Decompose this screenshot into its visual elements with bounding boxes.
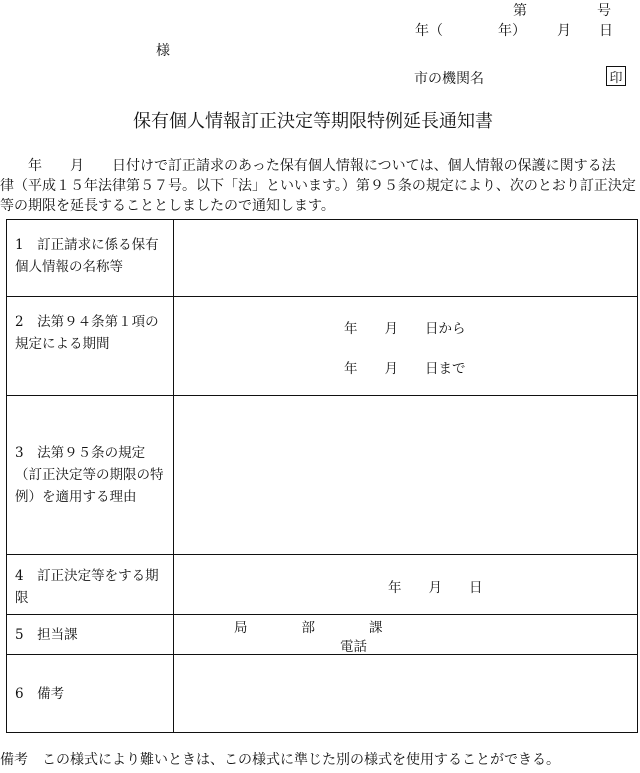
info-name-field[interactable] [174, 220, 638, 297]
date-year-label: 年（ [415, 23, 443, 39]
period-to: 年 月 日まで [344, 361, 466, 377]
period-from: 年 月 日から [344, 321, 466, 337]
remarks-field[interactable] [174, 655, 638, 733]
period-field[interactable] [174, 297, 638, 396]
row-label-cell [7, 555, 174, 615]
row-label: 3 法第９５条の規定（訂正決定等の期限の特例）を適用する理由 [15, 445, 164, 505]
row-label: 6 備考 [15, 686, 65, 702]
number-go-label: 号 [597, 3, 611, 19]
document-title: 保有個人情報訂正決定等期限特例延長通知書 [133, 111, 493, 132]
table-row [7, 655, 638, 733]
seal-mark: 印 [606, 66, 626, 86]
body-line-1: 年 月 日付けで訂正請求のあった保有個人情報については、個人情報の保護に関する法 [0, 158, 616, 174]
addressee-suffix: 様 [156, 43, 170, 59]
row-label: 5 担当課 [15, 627, 78, 643]
row-label: 2 法第９４条第１項の規定による期間 [15, 314, 159, 352]
row-label-cell [7, 220, 174, 297]
body-line-3: 等の期限を延長することとしましたので通知します。 [0, 198, 335, 214]
table-row [7, 396, 638, 555]
department-units: 局 部 課 [234, 620, 383, 636]
deadline-field[interactable] [174, 555, 638, 615]
body-paragraph [0, 156, 640, 216]
number-dai-label: 第 [513, 3, 527, 19]
row-label-cell [7, 615, 174, 655]
date-day-label: 日 [599, 23, 613, 39]
deadline-date: 年 月 日 [388, 580, 483, 596]
date-month-label: 月 [557, 23, 571, 39]
row-label-cell [7, 655, 174, 733]
table-row [7, 297, 638, 396]
row-label-cell [7, 297, 174, 396]
phone-label: 電話 [340, 639, 367, 655]
date-era-close-label: 年） [498, 23, 526, 39]
table-row [7, 555, 638, 615]
row-label: 4 訂正決定等をする期限 [15, 568, 159, 606]
table-row [7, 220, 638, 297]
issuer-name: 市の機関名 [414, 71, 484, 87]
row-label-cell [7, 396, 174, 555]
body-line-2: 律（平成１５年法律第５７号。以下「法」といいます。）第９５条の規定により、次のとおり訂正決定 [0, 178, 636, 194]
department-field[interactable] [174, 615, 638, 655]
footer-note: 備考 この様式により難いときは、この様式に準じた別の様式を使用することができる。 [0, 752, 560, 768]
form-table [6, 219, 638, 733]
reason-field[interactable] [174, 396, 638, 555]
row-label: 1 訂正請求に係る保有個人情報の名称等 [15, 237, 159, 275]
table-row [7, 615, 638, 655]
